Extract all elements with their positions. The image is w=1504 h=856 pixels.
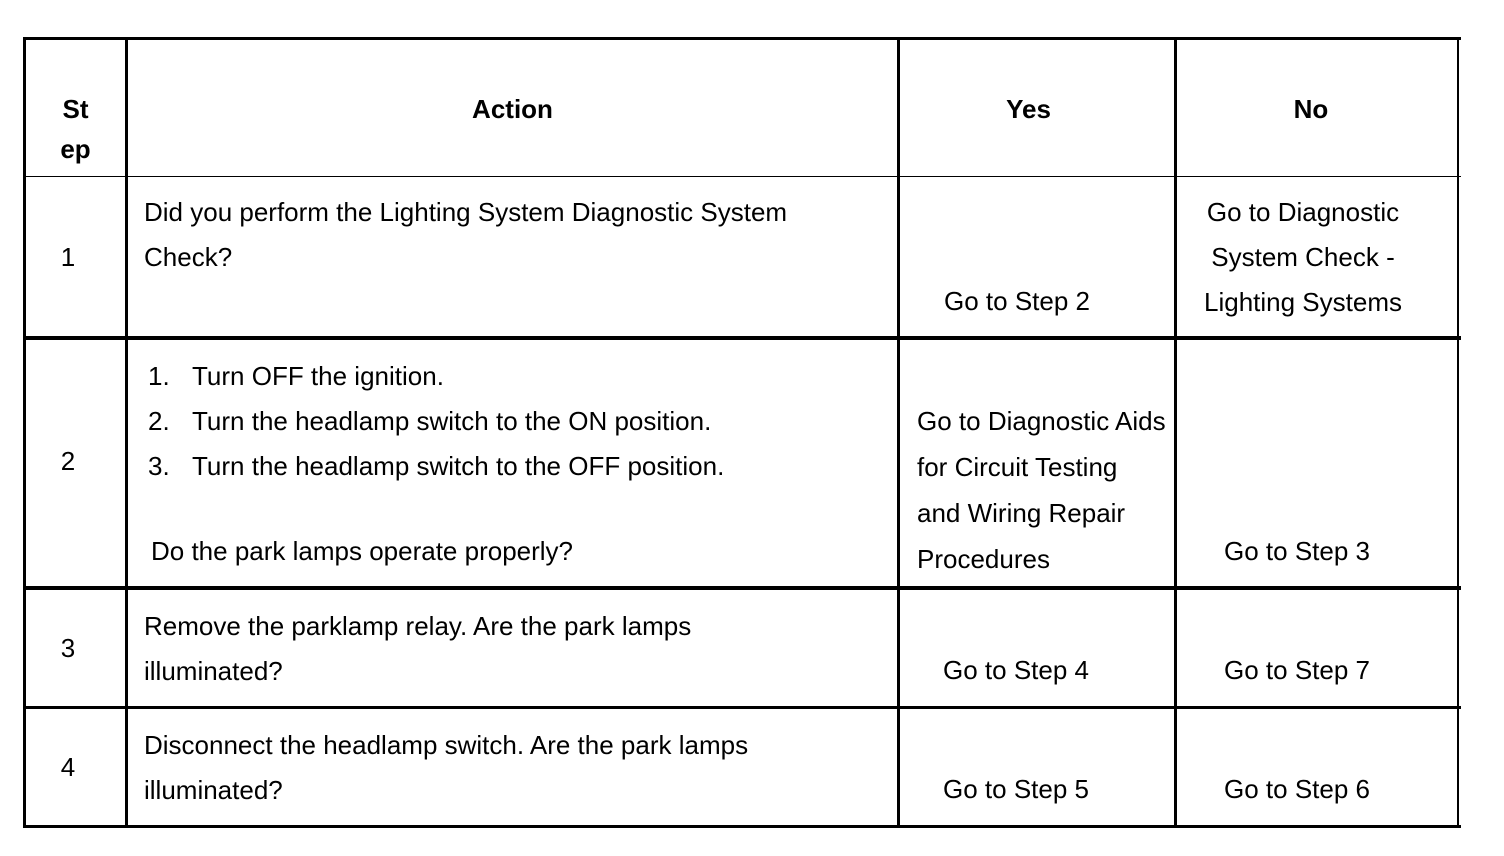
action-step-item: 3. Turn the headlamp switch to the OFF position. bbox=[148, 451, 725, 481]
header-no: No bbox=[1293, 94, 1329, 124]
action-text: Disconnect the headlamp switch. Are the park lamps illuminated? bbox=[144, 730, 749, 805]
table-border-bottom bbox=[23, 825, 1461, 828]
yes-link[interactable]: Go to Step 5 bbox=[943, 774, 1089, 804]
action-text: Remove the parklamp relay. Are the park lamps illuminated? bbox=[144, 611, 692, 686]
header-yes: Yes bbox=[1006, 94, 1051, 124]
no-link[interactable]: Go to Step 6 bbox=[1224, 774, 1370, 804]
no-link[interactable]: Go to Step 7 bbox=[1224, 655, 1370, 685]
yes-link[interactable]: Go to Step 4 bbox=[943, 655, 1089, 685]
action-steps-list bbox=[144, 354, 884, 489]
action-step-item: 1. Turn OFF the ignition. bbox=[148, 361, 444, 391]
header-step: St ep bbox=[60, 94, 91, 164]
table-border-top bbox=[23, 37, 1461, 40]
diagnostic-table bbox=[23, 37, 1461, 827]
row-divider-2 bbox=[23, 586, 1461, 590]
no-link[interactable]: Go to Diagnostic System Check - Lighting Systems bbox=[1204, 197, 1402, 317]
action-step-item: 2. Turn the headlamp switch to the ON position. bbox=[148, 406, 712, 436]
col-divider-step bbox=[125, 37, 128, 827]
header-divider bbox=[23, 176, 1461, 177]
no-link[interactable]: Go to Step 3 bbox=[1224, 536, 1370, 566]
row-divider-3 bbox=[23, 706, 1461, 709]
col-divider-action bbox=[897, 37, 900, 827]
yes-link[interactable]: Go to Step 2 bbox=[944, 286, 1090, 316]
step-number: 4 bbox=[60, 752, 76, 782]
step-number: 2 bbox=[60, 446, 76, 476]
step-number: 1 bbox=[60, 242, 76, 272]
row-divider-1 bbox=[23, 336, 1461, 340]
step-number: 3 bbox=[60, 633, 76, 663]
col-divider-yes bbox=[1174, 37, 1177, 827]
header-action: Action bbox=[472, 94, 553, 124]
action-question: Do the park lamps operate properly? bbox=[151, 536, 574, 566]
table-border-right bbox=[1457, 37, 1459, 827]
action-text: Did you perform the Lighting System Diagnostic System Check? bbox=[144, 197, 788, 272]
yes-link[interactable]: Go to Diagnostic Aids for Circuit Testing and Wiring Repair Procedures bbox=[917, 406, 1166, 574]
